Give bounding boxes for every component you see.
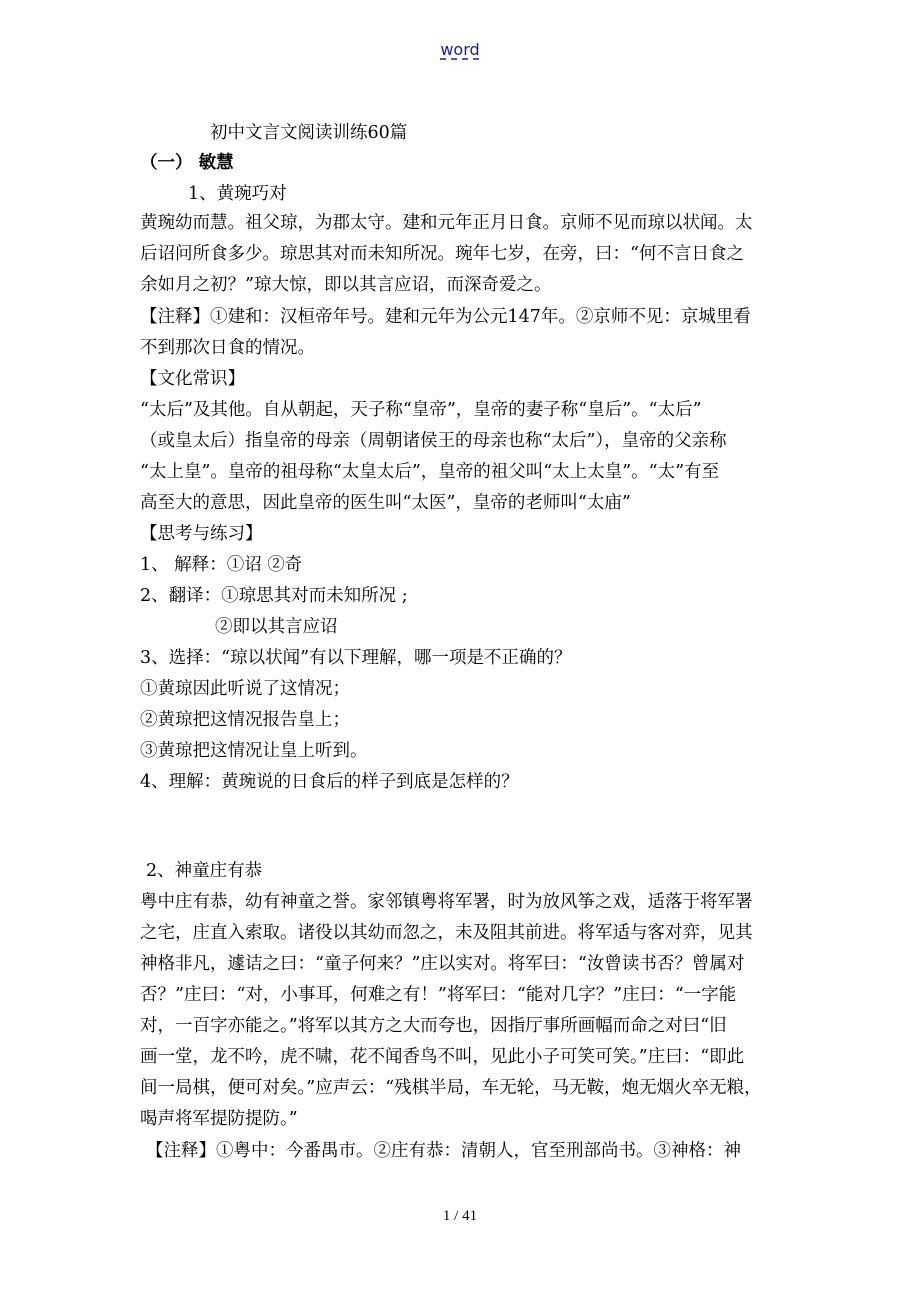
exercise-item: ③黄琼把这情况让皇上听到。 <box>140 741 368 761</box>
section-heading: （一） 敏慧 <box>140 153 234 173</box>
exercise-item: 4、理解：黄琬说的日食后的样子到底是怎样的？ <box>140 772 519 792</box>
exercise-item: 2、翻译：①琼思其对而未知所况 ; <box>140 586 408 606</box>
culture-line: “太上皇”。皇帝的祖母称“太皇太后”，皇帝的祖父叫“太上太皇”。“太”有至 <box>140 462 720 482</box>
exercise-item: ①黄琼因此听说了这情况； <box>140 679 350 699</box>
exercise-item: 3、选择：“琼以状闻”有以下理解，哪一项是不正确的？ <box>140 648 572 668</box>
exercise-item: ②黄琼把这情况报告皇上； <box>140 710 350 730</box>
story2-text-line: 喝声将军提防提防。” <box>140 1109 298 1129</box>
exercise-item: 1、 解释：①诏 ②奇 <box>140 555 303 575</box>
culture-line: 高至大的意思，因此皇帝的医生叫“太医”，皇帝的老师叫“太庙” <box>140 493 631 513</box>
culture-title: 【文化常识】 <box>140 369 245 389</box>
story1-heading: 1、黄琬巧对 <box>188 184 287 204</box>
story2-notes-line: 【注释】①粤中：今番禺市。②庄有恭：清朝人，官至刑部尚书。③神格：神 <box>146 1141 741 1161</box>
story1-text-line: 黄琬幼而慧。祖父琼，为郡太守。建和元年正月日食。京师不见而琼以状闻。太 <box>140 213 753 233</box>
story2-text-line: 画一堂，龙不吟，虎不啸，花不闻香鸟不叫，见此小子可笑可笑。”庄曰：“即此 <box>140 1047 745 1067</box>
header-word-link[interactable]: word <box>440 40 480 59</box>
exercise-title: 【思考与练习】 <box>140 524 263 544</box>
story2-text-line: 之宅，庄直入索取。诸役以其幼而忽之，未及阻其前进。将军适与客对弈，见其 <box>140 923 753 943</box>
story2-text-line: 否？”庄曰：“对，小事耳，何难之有！”将军曰：“能对几字？”庄曰：“一字能 <box>140 985 737 1005</box>
page-number: 1 / 41 <box>442 1208 478 1224</box>
story2-text-line: 神格非凡，遽诘之曰：“童子何来？”庄以实对。将军曰：“汝曾读书否？曾属对 <box>140 954 745 974</box>
page-header <box>0 40 920 59</box>
story2-text-line: 对，一百字亦能之。”将军以其方之大而夸也，因指厅事所画幅而命之对曰“旧 <box>140 1016 727 1036</box>
story1-notes-line: 【注释】①建和：汉桓帝年号。建和元年为公元147年。②京师不见：京城里看 <box>140 307 751 327</box>
story1-notes-line: 不到那次日食的情况。 <box>140 338 315 358</box>
story2-heading: 2、神童庄有恭 <box>146 861 263 881</box>
story1-text-line: 余如月之初？”琼大惊，即以其言应诏，而深奇爱之。 <box>140 275 552 295</box>
story2-text-line: 粤中庄有恭，幼有神童之誉。家邻镇粤将军署，时为放风筝之戏，适落于将军署 <box>140 892 753 912</box>
document-title: 初中文言文阅读训练60篇 <box>210 123 408 143</box>
exercise-item: ②即以其言应诏 <box>215 617 338 637</box>
culture-line: （或皇太后）指皇帝的母亲（周朝诸侯王的母亲也称“太后”），皇帝的父亲称 <box>140 431 727 451</box>
story2-text-line: 间一局棋，便可对矣。”应声云：“残棋半局，车无轮，马无鞍，炮无烟火卒无粮， <box>140 1078 762 1098</box>
story1-text-line: 后诏问所食多少。琼思其对而未知所况。琬年七岁，在旁，曰：“何不言日食之 <box>140 244 744 264</box>
culture-line: “太后”及其他。自从朝起，天子称“皇帝”，皇帝的妻子称“皇后”。“太后” <box>140 400 702 420</box>
